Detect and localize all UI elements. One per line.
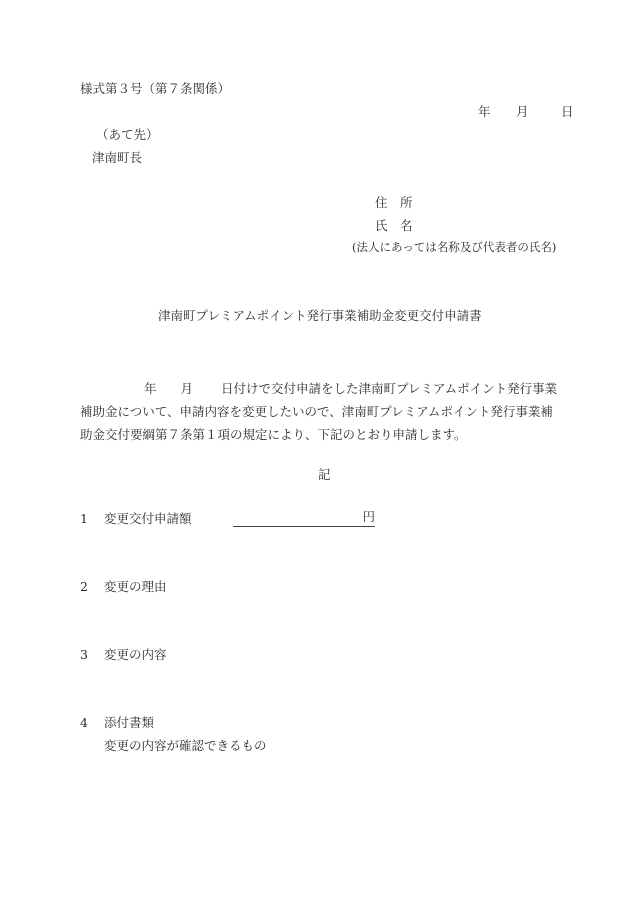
item-label: 変更の内容	[104, 647, 167, 662]
body-line-2: 補助金について、申請内容を変更したいので、津南町プレミアムポイント発行事業補	[80, 404, 553, 419]
item-number: 3	[80, 647, 88, 662]
applicant-corporate-note: (法人にあっては名称及び代表者の氏名)	[352, 240, 557, 254]
item-label: 添付書類	[104, 715, 155, 730]
item-label: 変更交付申請額	[104, 511, 192, 526]
body-year-label: 年	[144, 381, 157, 396]
item-change-content	[80, 649, 580, 665]
item-label: 変更の理由	[104, 579, 167, 594]
item-change-amount	[80, 509, 580, 529]
document-title: 津南町プレミアムポイント発行事業補助金変更交付申請書	[158, 308, 482, 323]
item-number: 4	[80, 715, 88, 730]
ki-heading: 記	[318, 467, 331, 482]
body-paragraph	[80, 377, 580, 446]
item-number: 2	[80, 579, 88, 594]
yen-unit: 円	[362, 509, 375, 524]
item-attachments	[80, 717, 580, 733]
applicant-name-label: 氏 名	[375, 218, 413, 233]
date-year-label: 年	[478, 104, 491, 119]
amount-field[interactable]	[233, 511, 375, 527]
date-line	[478, 106, 574, 119]
form-number: 様式第３号（第７条関係）	[80, 81, 231, 96]
body-line-1-text: 日付けで交付申請をした津南町プレミアムポイント発行事業	[221, 381, 558, 396]
addressee-note: （あて先）	[96, 127, 159, 142]
item-number: 1	[80, 511, 88, 526]
attachment-description: 変更の内容が確認できるもの	[104, 738, 267, 753]
applicant-address-label: 住 所	[375, 195, 413, 210]
body-month-label: 月	[180, 381, 194, 396]
body-line-3: 助金交付要綱第７条第１項の規定により、下記のとおり申請します。	[80, 427, 467, 442]
item-change-reason	[80, 581, 580, 597]
body-line-1	[80, 377, 580, 400]
date-day-label: 日	[561, 104, 574, 119]
date-month-label: 月	[516, 104, 529, 119]
addressee: 津南町長	[92, 150, 143, 165]
